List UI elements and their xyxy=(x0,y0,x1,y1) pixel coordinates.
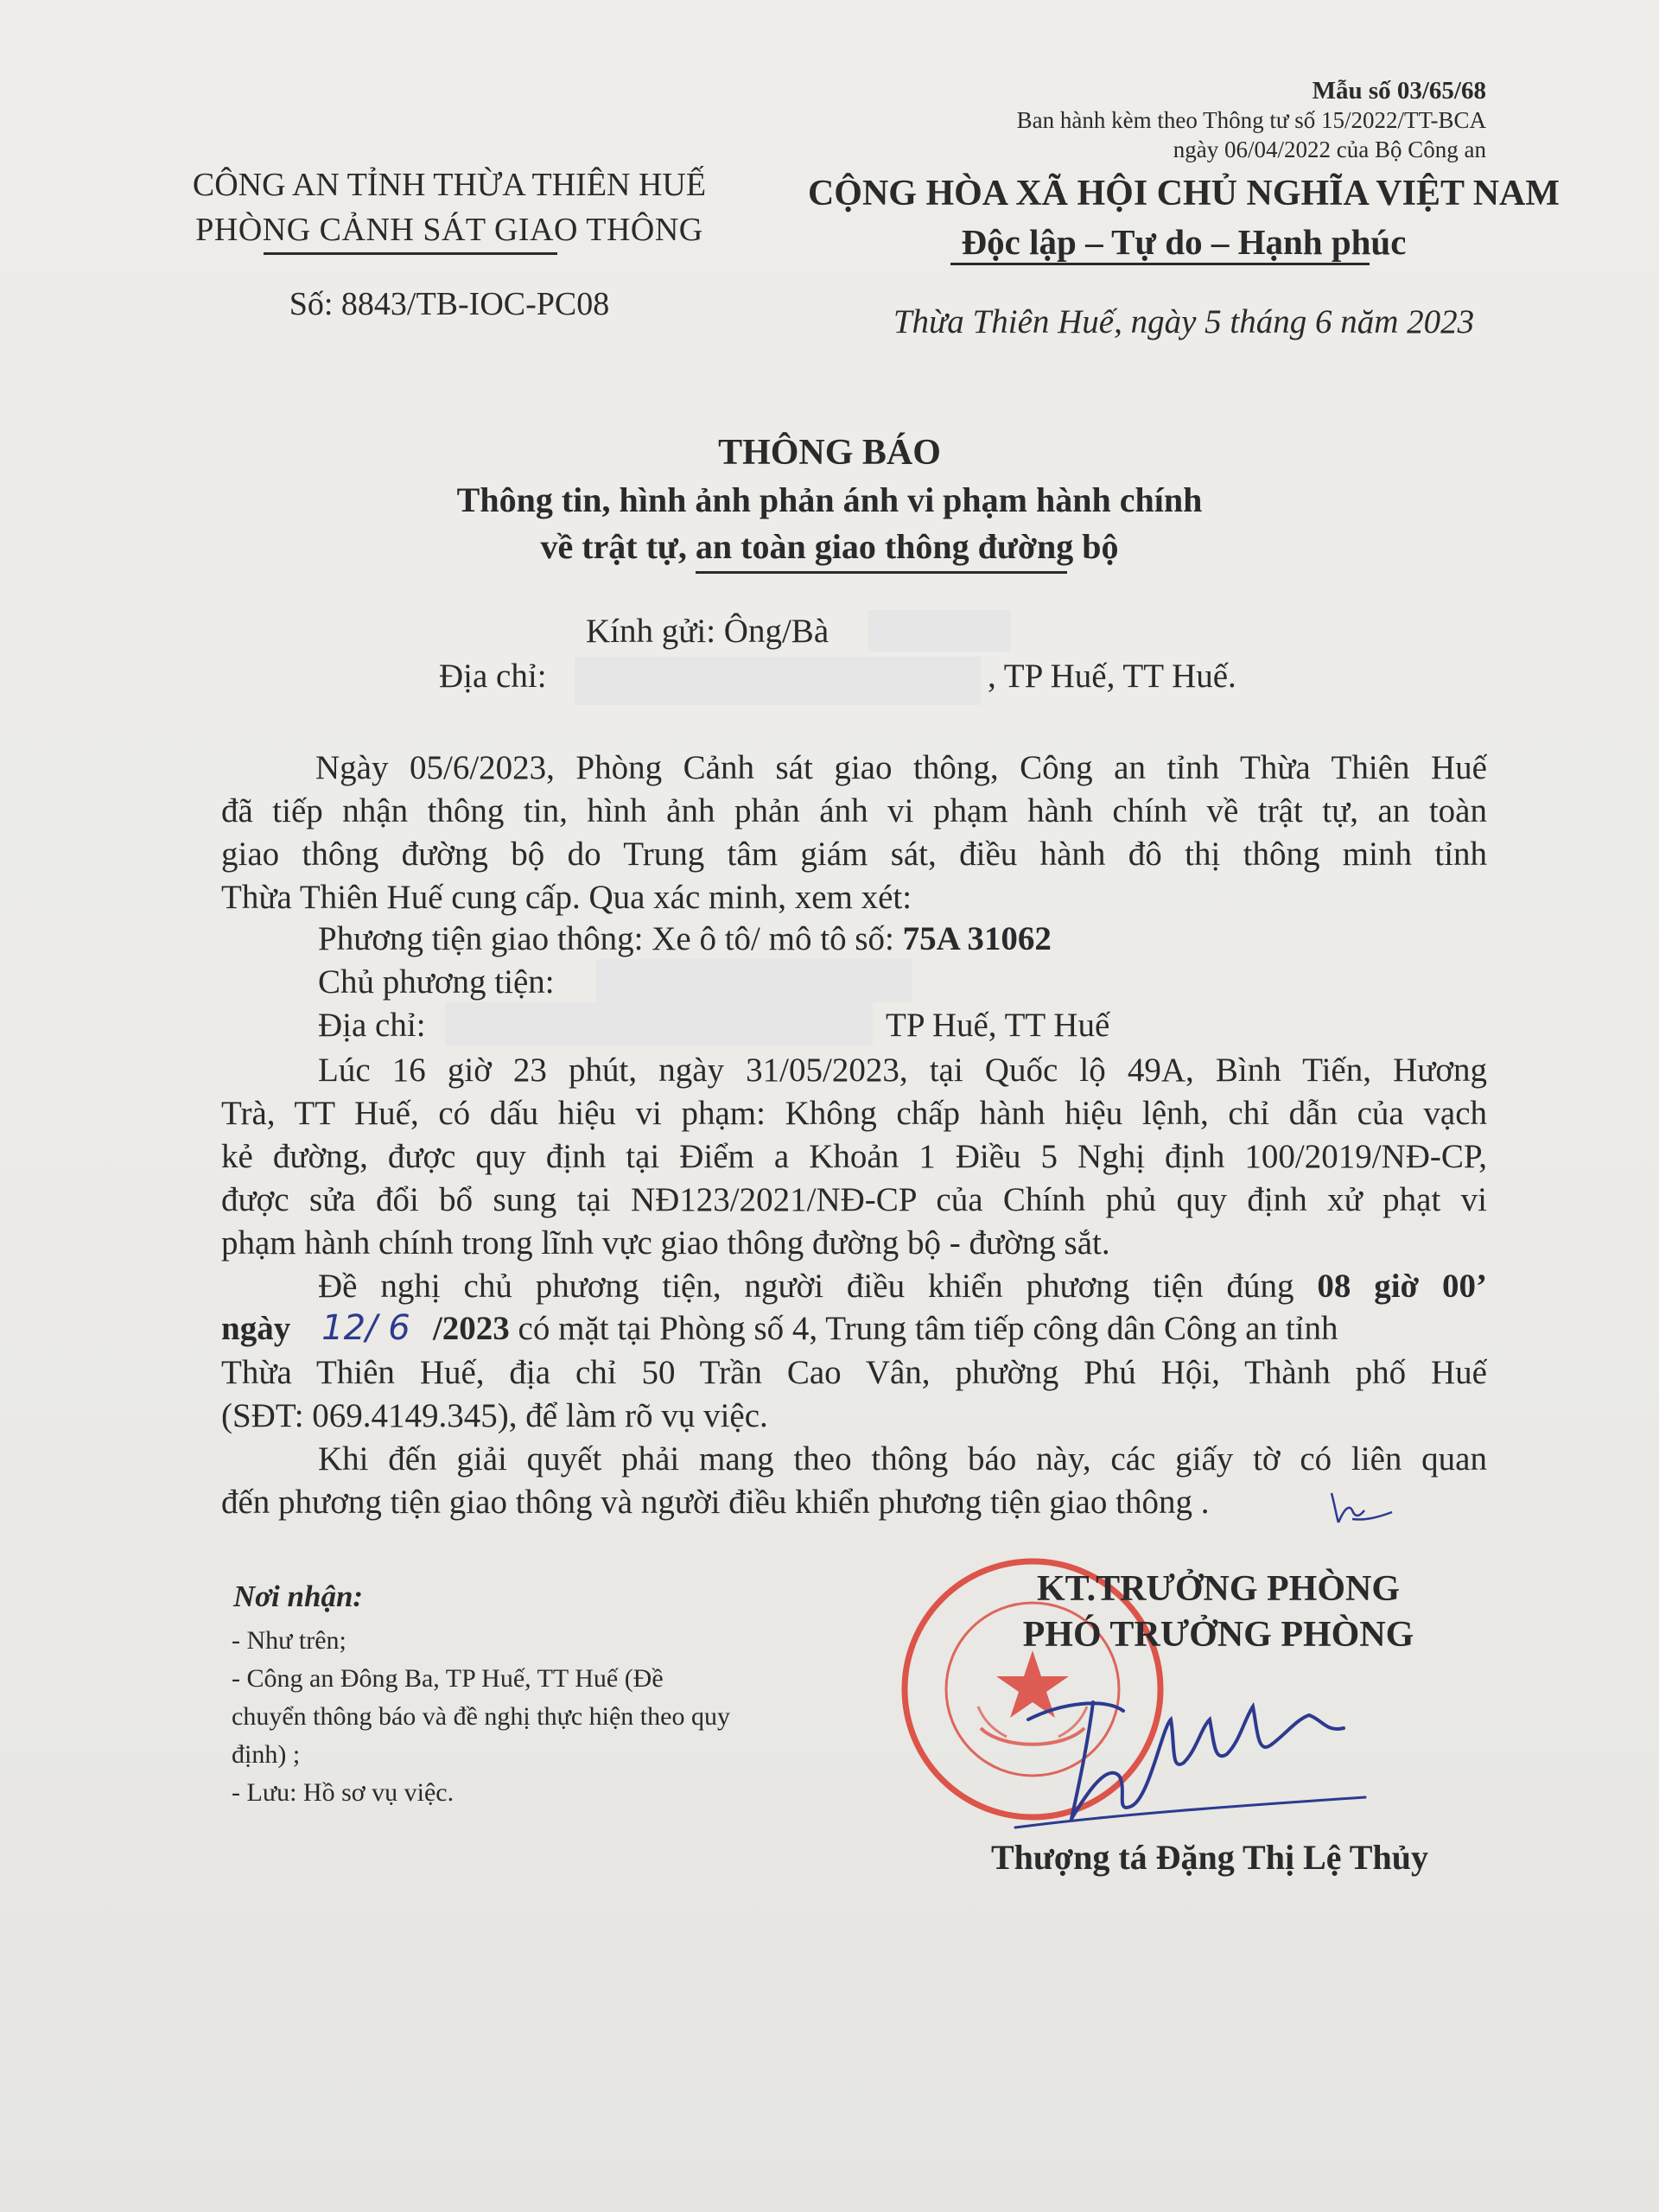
signature-line-1: KT.TRƯỞNG PHÒNG xyxy=(1037,1569,1400,1609)
initials-mark xyxy=(1326,1484,1395,1532)
p1-line-2: đã tiếp nhận thông tin, hình ảnh phản ánh vi phạm hành chính về trật tự, an toàn xyxy=(221,792,1487,830)
subtitle-line-1: Thông tin, hình ảnh phản ánh vi phạm hành chính xyxy=(456,480,1203,519)
owner-label: Chủ phương tiện: xyxy=(318,963,555,1001)
p3-line-2 xyxy=(221,1308,1338,1348)
recipient-item: định) ; xyxy=(232,1740,301,1769)
place-date: Thừa Thiên Huế, ngày 5 tháng 6 năm 2023 xyxy=(893,303,1475,340)
p4-line-2: đến phương tiện giao thông và người điều khiển phương tiện giao thông . xyxy=(221,1484,1210,1521)
p3-line-1 xyxy=(318,1265,1487,1308)
appointment-day-label: ngày xyxy=(221,1310,291,1347)
recipient-item: - Công an Đông Ba, TP Huế, TT Huế (Đề xyxy=(232,1664,664,1693)
form-number-block xyxy=(968,76,1486,164)
vehicle-line xyxy=(318,919,1052,958)
form-issued-date: ngày 06/04/2022 của Bộ Công an xyxy=(1173,137,1486,162)
subtitle-underline xyxy=(696,571,1067,574)
p1-line-1: Ngày 05/6/2023, Phòng Cảnh sát giao thông, Công an tỉnh Thừa Thiên Huế xyxy=(315,749,1487,786)
document-subtitle xyxy=(0,477,1659,570)
document-title: THÔNG BÁO xyxy=(718,433,941,473)
redacted-recipient-address xyxy=(575,657,981,705)
p1-line-4: Thừa Thiên Huế cung cấp. Qua xác minh, xem xét: xyxy=(221,879,912,916)
appointment-time: 08 giờ 00’ xyxy=(1317,1268,1487,1305)
signature-line-2: PHÓ TRƯỞNG PHÒNG xyxy=(1022,1615,1414,1655)
vehicle-plate: 75A 31062 xyxy=(902,920,1052,957)
issuer-agency: CÔNG AN TỈNH THỪA THIÊN HUẾ xyxy=(192,167,707,203)
p1-line-3: giao thông đường bộ do Trung tâm giám sát, điều hành đô thị thông minh tỉnh xyxy=(221,836,1487,873)
p3-line-3: Thừa Thiên Huế, địa chỉ 50 Trần Cao Vân, phường Phú Hội, Thành phố Huế xyxy=(221,1354,1487,1391)
appointment-location: có mặt tại Phòng số 4, Trung tâm tiếp công dân Công an tỉnh xyxy=(509,1310,1338,1347)
state-name: CỘNG HÒA XÃ HỘI CHỦ NGHĨA VIỆT NAM xyxy=(807,174,1560,213)
issuer-header xyxy=(138,162,760,252)
motto-underline xyxy=(950,263,1370,265)
handwritten-signature xyxy=(1011,1668,1374,1840)
recipient-item: chuyển thông báo và đề nghị thực hiện theo quy xyxy=(232,1702,730,1731)
state-header xyxy=(760,169,1607,266)
redacted-owner-name xyxy=(596,959,912,1002)
recipients-list xyxy=(232,1622,730,1812)
owner-address-label: Địa chỉ: xyxy=(318,1007,426,1044)
signer-name: Thượng tá Đặng Thị Lệ Thủy xyxy=(991,1838,1428,1877)
p4-line-1: Khi đến giải quyết phải mang theo thông báo này, các giấy tờ có liên quan xyxy=(318,1440,1487,1478)
redacted-recipient-name xyxy=(868,610,1011,652)
owner-address-tail: TP Huế, TT Huế xyxy=(886,1007,1110,1044)
recipient-item: - Như trên; xyxy=(232,1626,346,1655)
p2-line-3: kẻ đường, được quy định tại Điểm a Khoản 1 Điều 5 Nghị định 100/2019/NĐ-CP, xyxy=(221,1138,1487,1175)
recipients-title: Nơi nhận: xyxy=(233,1580,364,1613)
p2-line-1: Lúc 16 giờ 23 phút, ngày 31/05/2023, tại Quốc lộ 49A, Bình Tiến, Hương xyxy=(318,1052,1487,1089)
p3-line-1-text: Đề nghị chủ phương tiện, người điều khiển phương tiện đúng xyxy=(318,1268,1318,1305)
issuer-underline xyxy=(264,252,557,255)
vehicle-label: Phương tiện giao thông: Xe ô tô/ mô tô số: xyxy=(318,920,903,957)
form-issued-with: Ban hành kèm theo Thông tư số 15/2022/TT-BCA xyxy=(1016,107,1486,133)
p2-line-4: được sửa đổi bổ sung tại NĐ123/2021/NĐ-CP của Chính phủ quy định xử phạt vi xyxy=(221,1181,1487,1218)
appointment-year: /2023 xyxy=(432,1310,510,1347)
recipient-address-tail: , TP Huế, TT Huế. xyxy=(988,658,1236,695)
appointment-date-handwritten: 12/ 6 xyxy=(321,1308,410,1348)
issuer-department: PHÒNG CẢNH SÁT GIAO THÔNG xyxy=(195,212,703,248)
p2-line-5: phạm hành chính trong lĩnh vực giao thông đường bộ - đường sắt. xyxy=(221,1224,1110,1262)
salutation: Kính gửi: Ông/Bà xyxy=(586,613,830,650)
recipient-address-label: Địa chỉ: xyxy=(439,658,547,695)
form-number: Mẫu số 03/65/68 xyxy=(1312,77,1486,105)
document-number: Số: 8843/TB-IOC-PC08 xyxy=(289,286,610,322)
redacted-owner-address xyxy=(445,1002,873,1046)
subtitle-line-2: về trật tự, an toàn giao thông đường bộ xyxy=(540,527,1119,566)
p2-line-2: Trà, TT Huế, có dấu hiệu vi phạm: Không chấp hành hiệu lệnh, chỉ dẫn của vạch xyxy=(221,1095,1487,1132)
state-motto: Độc lập – Tự do – Hạnh phúc xyxy=(961,222,1407,262)
signature-title xyxy=(916,1567,1521,1658)
recipient-item: - Lưu: Hồ sơ vụ việc. xyxy=(232,1778,454,1807)
p3-line-4: (SĐT: 069.4149.345), để làm rõ vụ việc. xyxy=(221,1397,768,1434)
